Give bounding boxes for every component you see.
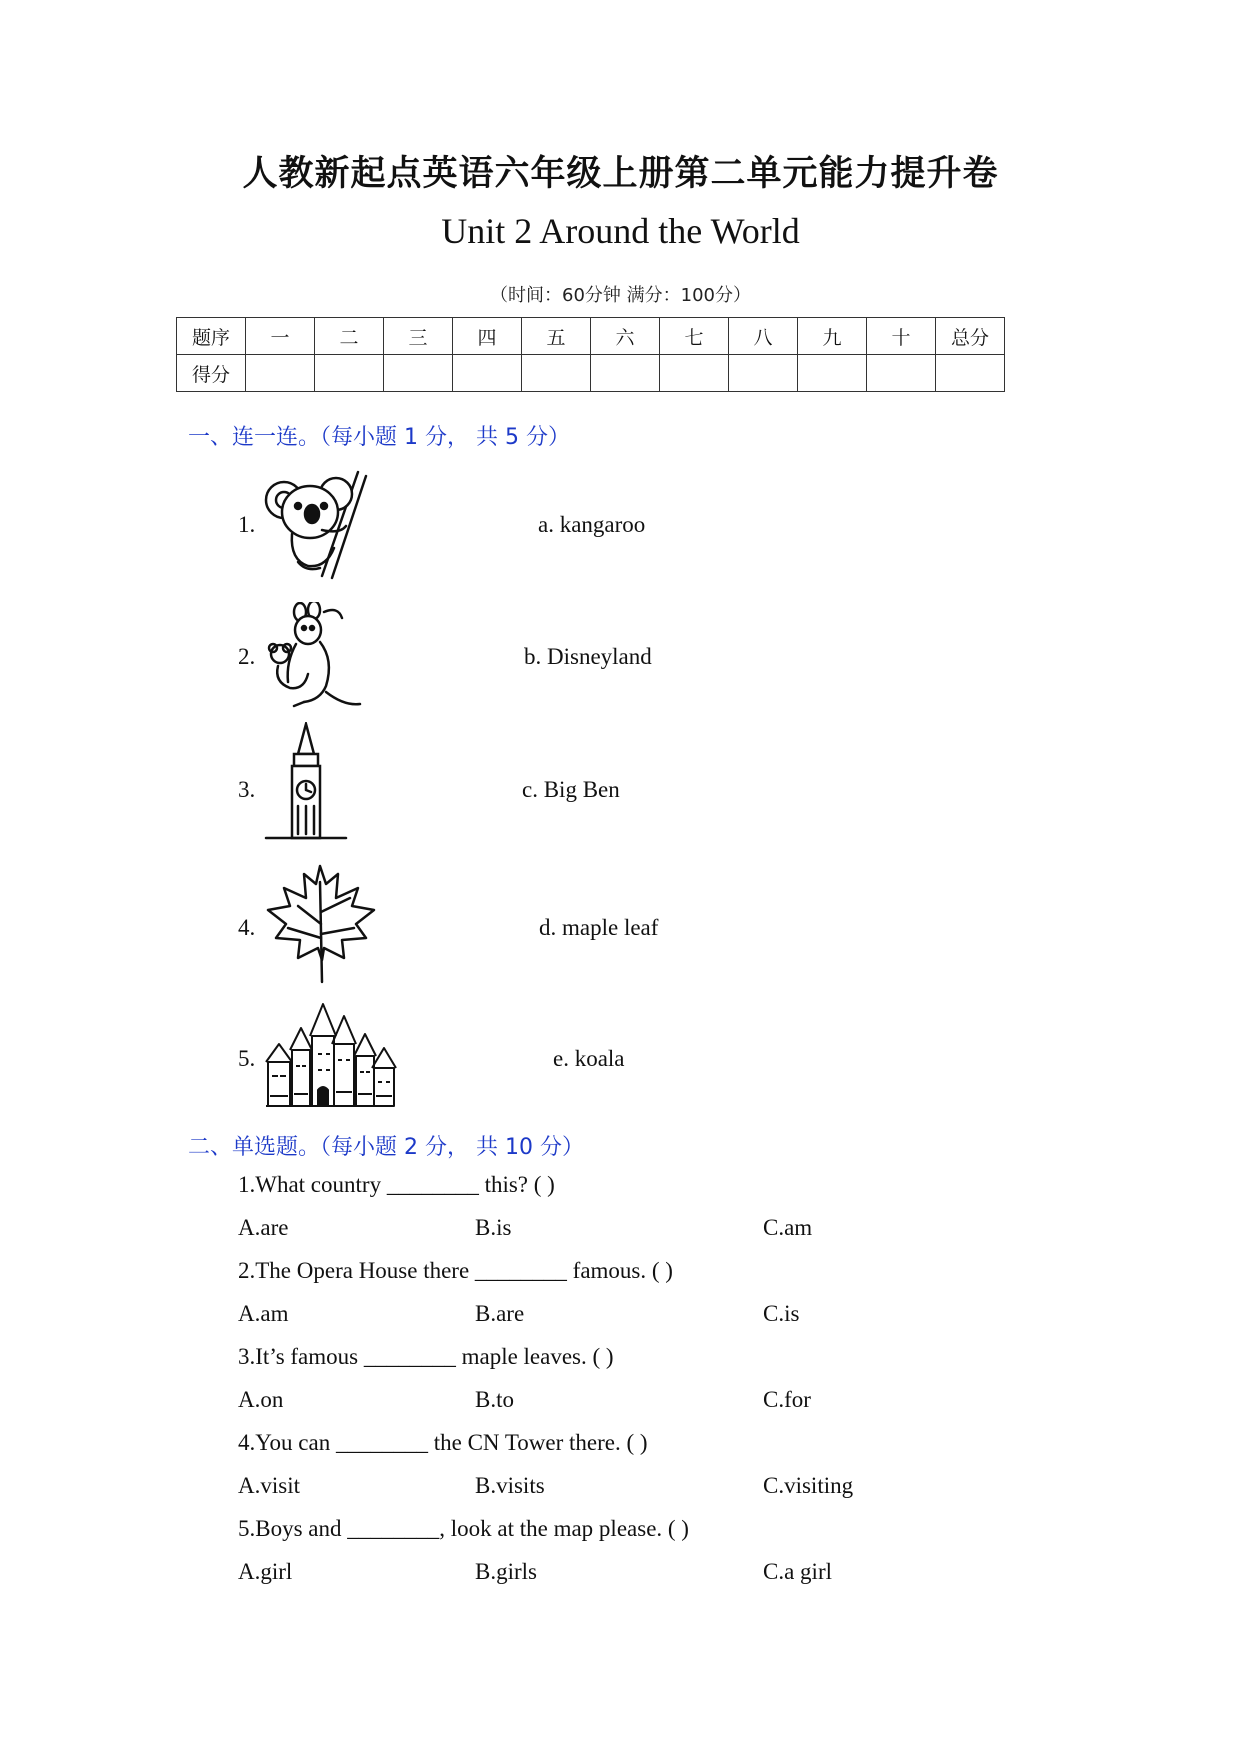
option-c[interactable]: C.is <box>763 1301 800 1326</box>
score-entry-cell[interactable] <box>522 355 591 392</box>
section-1-heading: 一、连一连。（每小题 1 分， 共 5 分） <box>188 425 570 450</box>
score-entry-cell[interactable] <box>729 355 798 392</box>
option-b[interactable]: B.visits <box>475 1473 545 1498</box>
score-cell: 题序 <box>177 318 246 355</box>
score-entry-cell[interactable] <box>867 355 936 392</box>
score-cell: 总分 <box>936 318 1005 355</box>
option-c[interactable]: C.for <box>763 1387 811 1412</box>
score-row-label: 得分 <box>177 355 246 392</box>
score-table-header-row <box>177 318 1005 355</box>
score-cell: 三 <box>384 318 453 355</box>
kangaroo-picture <box>264 602 366 710</box>
match-item-number: 3. <box>238 777 256 802</box>
option-c[interactable]: C.a girl <box>763 1559 832 1584</box>
section-2-heading: 二、单选题。（每小题 2 分， 共 10 分） <box>188 1135 584 1160</box>
score-table-score-row <box>177 355 1005 392</box>
maple-leaf-picture <box>262 862 380 986</box>
option-b[interactable]: B.are <box>475 1301 525 1326</box>
score-entry-cell[interactable] <box>315 355 384 392</box>
score-entry-cell[interactable] <box>453 355 522 392</box>
question-text: 5.Boys and ________, look at the map please. ( ) <box>238 1516 689 1541</box>
unit-title: Unit 2 Around the World <box>441 211 800 251</box>
score-cell: 二 <box>315 318 384 355</box>
option-c[interactable]: C.visiting <box>763 1473 854 1498</box>
page-title: 人教新起点英语六年级上册第二单元能力提升卷 <box>242 154 999 194</box>
match-word: d. maple leaf <box>539 915 659 940</box>
score-cell: 九 <box>798 318 867 355</box>
score-entry-cell[interactable] <box>798 355 867 392</box>
score-cell: 六 <box>591 318 660 355</box>
option-a[interactable]: A.am <box>238 1301 289 1326</box>
match-item-number: 4. <box>238 915 256 940</box>
big-ben-picture <box>264 722 348 842</box>
score-entry-cell[interactable] <box>936 355 1005 392</box>
exam-info: （时间：60分钟 满分：100分） <box>490 285 751 306</box>
match-item-number: 5. <box>238 1046 256 1071</box>
score-cell: 四 <box>453 318 522 355</box>
match-word: a. kangaroo <box>538 512 646 537</box>
question-text: 1.What country ________ this? ( ) <box>238 1172 555 1197</box>
score-entry-cell[interactable] <box>591 355 660 392</box>
option-b[interactable]: B.to <box>475 1387 514 1412</box>
option-a[interactable]: A.on <box>238 1387 284 1412</box>
option-a[interactable]: A.visit <box>238 1473 300 1498</box>
question-text: 2.The Opera House there ________ famous. ( ) <box>238 1258 673 1283</box>
score-entry-cell[interactable] <box>384 355 453 392</box>
question-text: 4.You can ________ the CN Tower there. ( ) <box>238 1430 648 1455</box>
score-entry-cell[interactable] <box>246 355 315 392</box>
score-cell: 八 <box>729 318 798 355</box>
score-cell: 十 <box>867 318 936 355</box>
score-cell: 七 <box>660 318 729 355</box>
score-entry-cell[interactable] <box>660 355 729 392</box>
castle-picture <box>262 1000 398 1110</box>
match-item-number: 2. <box>238 644 256 669</box>
option-b[interactable]: B.is <box>475 1215 512 1240</box>
score-cell: 一 <box>246 318 315 355</box>
option-b[interactable]: B.girls <box>475 1559 537 1584</box>
match-item-number: 1. <box>238 512 256 537</box>
option-c[interactable]: C.am <box>763 1215 813 1240</box>
score-cell: 五 <box>522 318 591 355</box>
score-table <box>176 317 1005 392</box>
match-word: e. koala <box>553 1046 625 1071</box>
option-a[interactable]: A.girl <box>238 1559 293 1584</box>
match-word: b. Disneyland <box>524 644 652 669</box>
match-word: c. Big Ben <box>522 777 620 802</box>
koala-picture <box>262 468 374 580</box>
question-text: 3.It’s famous ________ maple leaves. ( ) <box>238 1344 614 1369</box>
option-a[interactable]: A.are <box>238 1215 289 1240</box>
